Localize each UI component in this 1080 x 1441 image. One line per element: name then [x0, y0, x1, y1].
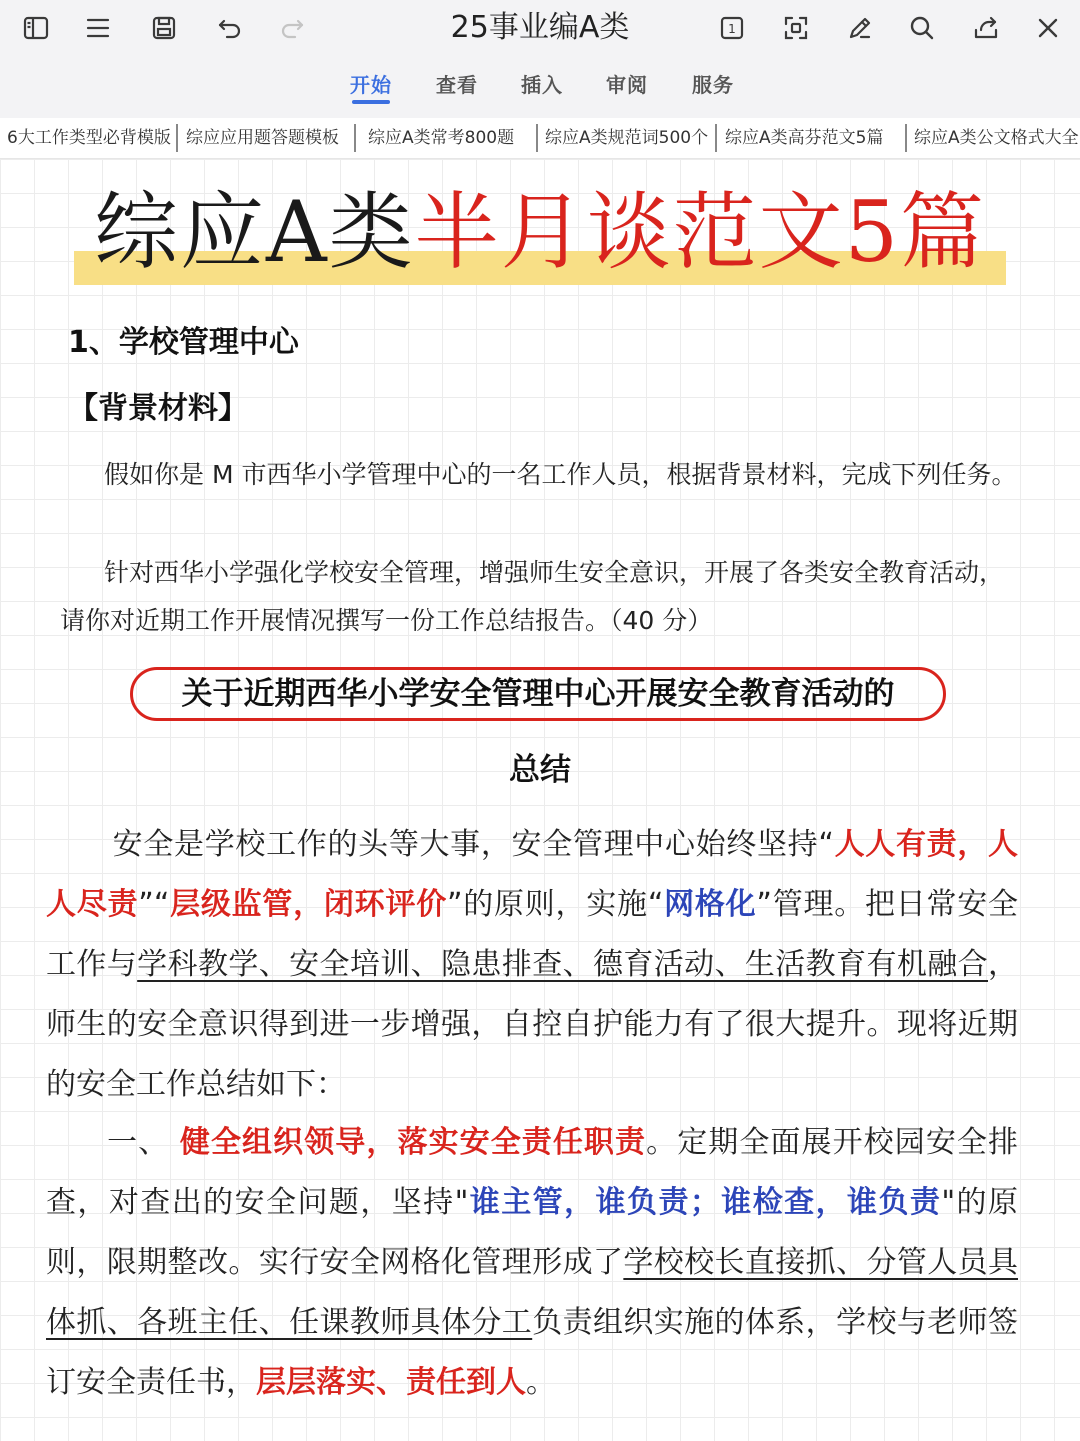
- doc-tab-4[interactable]: 综应A类规范词500个: [545, 128, 709, 148]
- text-run: 。: [526, 1365, 556, 1400]
- page-number-icon[interactable]: [714, 10, 750, 46]
- background-paragraph-2: 针对西华小学强化学校安全管理，增强师生安全意识，开展了各类安全教育活动，请你对近期工作开展情况撰写一份工作总结报告。（40 分）: [60, 558, 1005, 635]
- tab-separator: [905, 124, 907, 152]
- emphasis-red: 健全组织领导，落实安全责任职责: [179, 1125, 647, 1160]
- background-paragraph-1: 假如你是 M 市西华小学管理中心的一名工作人员，根据背景材料，完成下列任务。: [104, 460, 1017, 489]
- text-run: 一、: [106, 1125, 180, 1160]
- svg-text:1: 1: [728, 22, 736, 36]
- headline-red: 半月谈范文5篇: [414, 183, 987, 281]
- tab-start[interactable]: 开始: [350, 73, 392, 97]
- menu-icon[interactable]: [80, 10, 116, 46]
- section-title: 1、学校管理中心: [68, 325, 299, 360]
- document-tab-bar: [0, 118, 1080, 159]
- headline: [74, 177, 1006, 287]
- toolbar: [0, 0, 1080, 118]
- tab-separator: [536, 124, 538, 152]
- tab-separator: [354, 124, 356, 152]
- doc-tab-3[interactable]: 综应A类常考800题: [368, 128, 515, 148]
- body-paragraph-2: [46, 1113, 1018, 1413]
- headline-black: 综应A类: [93, 183, 415, 281]
- emphasis-red: 层层落实、责任到人: [256, 1365, 526, 1400]
- share-icon[interactable]: [968, 10, 1004, 46]
- underlined-text: 学科教学、安全培训、隐患排查、德育活动、生活教育有机融合: [137, 947, 989, 982]
- report-title-line1: 关于近期西华小学安全管理中心开展安全教育活动的: [181, 676, 895, 712]
- text-run: ，师生的安全意识得到进一步增强，自控自护能力有了很大提升。现将近期的安全工作总结如下：: [46, 947, 1019, 1102]
- save-icon[interactable]: [146, 10, 182, 46]
- body-paragraph-1: [46, 815, 1018, 1115]
- headline-text: [74, 177, 1006, 287]
- undo-icon[interactable]: [212, 10, 248, 46]
- edit-pen-icon[interactable]: [842, 10, 878, 46]
- document-title: 25事业编A类: [450, 10, 630, 45]
- fullscreen-icon[interactable]: [778, 10, 814, 46]
- text-run: ”“: [138, 887, 170, 922]
- report-title-line2: 总结: [509, 752, 571, 788]
- tab-insert[interactable]: 插入: [521, 73, 563, 97]
- tab-services[interactable]: 服务: [692, 73, 734, 97]
- tab-separator: [176, 124, 178, 152]
- tab-view[interactable]: 查看: [436, 73, 478, 97]
- text-run: ”的原则，实施“: [446, 887, 664, 922]
- text-run: 负责组织实施的体系，学校与老师签订安全责任书，: [46, 1305, 1019, 1400]
- text-run: "的原则，限期整改。实行安全网格化管理形成了: [46, 1185, 1018, 1280]
- doc-tab-1[interactable]: 6大工作类型必背模版: [7, 128, 171, 148]
- sidebar-toggle-icon[interactable]: [18, 10, 54, 46]
- text-run: ”管理。把日常安全工作与: [46, 887, 1019, 982]
- doc-tab-5[interactable]: 综应A类高芬范文5篇: [725, 128, 884, 148]
- emphasis-red: 层级监管，闭环评价: [169, 887, 447, 922]
- emphasis-blue: 网格化: [663, 887, 757, 922]
- emphasis-blue: 谁主管，谁负责；谁检查，谁负责: [468, 1185, 942, 1220]
- tab-separator: [715, 124, 717, 152]
- doc-tab-2[interactable]: 综应应用题答题模板: [186, 128, 339, 148]
- text-run: 。定期全面展开校园安全排查，对查出的安全问题，坚持": [46, 1125, 1019, 1220]
- underlined-text: 学校校长直接抓、分管人员具体抓、各班主任、任课教师具体分工: [46, 1245, 1019, 1340]
- emphasis-red: 人人有责，人人尽责: [46, 827, 1018, 922]
- active-tab-indicator: [352, 100, 390, 104]
- doc-tab-6[interactable]: 综应A类公文格式大全: [914, 128, 1079, 148]
- search-icon[interactable]: [904, 10, 940, 46]
- background-label: 【背景材料】: [68, 391, 248, 426]
- redo-icon[interactable]: [274, 10, 310, 46]
- close-icon[interactable]: [1030, 10, 1066, 46]
- document-page[interactable]: [0, 159, 1080, 1441]
- text-run: 安全是学校工作的头等大事，安全管理中心始终坚持“: [112, 827, 834, 862]
- tab-review[interactable]: 审阅: [606, 73, 648, 97]
